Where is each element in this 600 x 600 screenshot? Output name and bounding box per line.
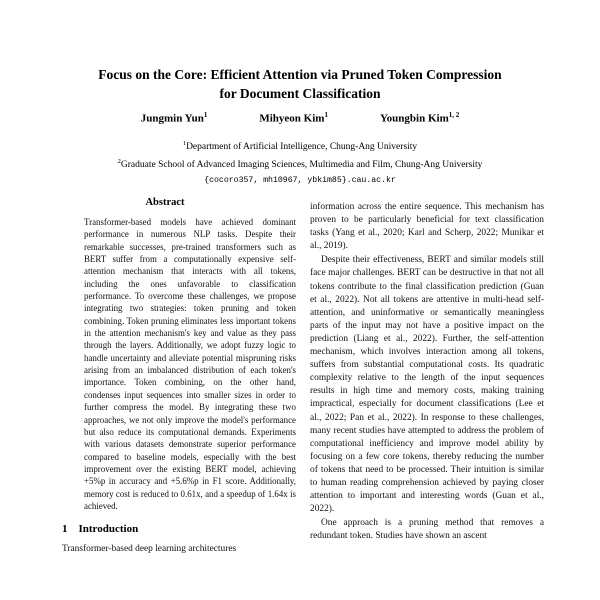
abstract-text: Transformer-based models have achieved dominant performance in numerous NLP tasks. Despite their remarkable successes, pre-trained transformers such as BERT suffer from a computationally expensive self-attention mechanism that interacts with all tokens, including the ones unfavorable to classification performance. To overcome these challenges, we propose integrating two strategies: token pruning and token combining. Token pruning eliminates less important tokens in the attention mechanism's key and value as they pass through the layers. Additionally, we adopt fuzzy logic to handle uncertainty and alleviate potential mispruning risks arising from an imbalanced distribution of each token's importance. Token combining, on the other hand, condenses input sequences into smaller sizes in order to further compress the model. By integrating these two approaches, we not only improve the model's performance but also reduce its computational demands. Experiments with various datasets demonstrate superior performance compared to baseline models, especially with the best improvement over the existing BERT model, achieving +5%p in accuracy and +5.6%p in F1 score. Additionally, memory cost is reduced to 0.61x, and a speedup of 1.64x is achieved. [84, 217, 296, 511]
affiliation-1-superscript: 1 [182, 140, 187, 147]
paper-title [50, 65, 550, 103]
body-paragraph-2: Despite their effectiveness, BERT and similar models still face major challenges. BERT can be destructive in that not all tokens contribute to the final classification prediction (Guan et al., 2022). Not all tokens are attentive in multi-head self-attention, and uninformative or semantically meaningless parts of the input may not have a positive impact on the prediction (Liang et al., 2022). Further, the self-attention mechanism, which involves interaction among all tokens, suffers from substantial computational costs. Its quadratic complexity relative to the length of the input sequences results in high time and memory costs, making training impractical, especially for document classifications (Lee et al., 2022; Pan et al., 2022). In response to these challenges, many recent studies have attempted to address the problem of computational inefficiency and improve model ability by focusing on a few core tokens, thereby reducing the number of tokens that need to be processed. Their intuition is similar to human reading comprehension achieved by paying closer attention to important and interesting words (Guan et al., 2022). [310, 255, 544, 515]
section-number: 1 [62, 523, 68, 536]
affiliation-line-2 [30, 155, 570, 173]
author-1-name: Jungmin Yun [140, 112, 204, 125]
affiliation-block [30, 137, 570, 188]
author-1-superscript: 1 [203, 111, 208, 119]
left-column [62, 197, 298, 556]
paper-title-line2: for Document Classification [219, 86, 381, 101]
author-2-name: Mihyeon Kim [259, 112, 325, 125]
author-3 [380, 111, 459, 125]
body-paragraph-1: information across the entire sequence. This mechanism has proven to be particularly beneficial for text classification tasks (Yang et al., 2020; Karl and Scherp, 2022; Munikar et al., 2019). [310, 202, 544, 252]
affiliation-line-1 [30, 137, 570, 155]
author-2-superscript: 1 [324, 111, 328, 119]
author-2 [259, 111, 328, 125]
body-paragraph-3: One approach is a pruning method that removes a redundant token. Studies have shown an ascent [310, 518, 544, 542]
introduction-section-heading [62, 523, 298, 535]
author-list [0, 111, 600, 125]
introduction-first-line: Transformer-based deep learning architectures [62, 544, 237, 555]
affiliation-2-superscript: 2 [117, 157, 121, 165]
abstract-heading: Abstract [145, 197, 185, 208]
affiliation-2-text: Graduate School of Advanced Imaging Sciences, Multimedia and Film, Chung-Ang University [120, 159, 483, 170]
author-1 [141, 111, 208, 125]
paper-title-line1: Focus on the Core: Efficient Attention via Pruned Token Compression [98, 67, 502, 82]
author-3-name: Youngbin Kim [379, 112, 449, 125]
affiliation-1-text: Department of Artificial Intelligence, Chung-Ang University [186, 142, 418, 153]
email-line: {cocoro357, mh10967, ybkim85}.cau.ac.kr [204, 176, 396, 186]
right-column [310, 201, 544, 543]
author-3-superscript: 1, 2 [448, 111, 460, 119]
section-title: Introduction [78, 523, 139, 536]
